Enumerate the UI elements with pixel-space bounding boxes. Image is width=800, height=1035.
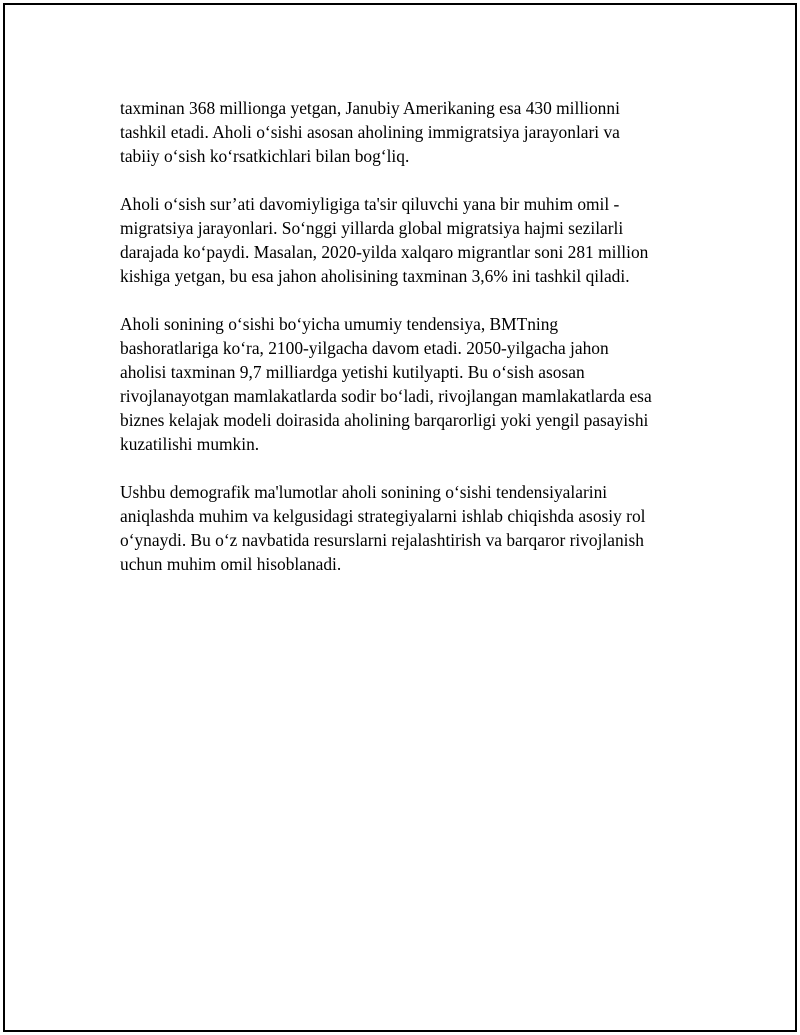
- paragraph: taxminan 368 millionga yetgan, Janubiy Amerikaning esa 430 millionni tashkil etadi. Aholi o‘sishi asosan aholining immigratsiya jarayonlari va tabiiy o‘sish ko‘rsatkichlari bilan bog‘liq.: [120, 98, 620, 166]
- paragraph: Aholi o‘sish sur’ati davomiyligiga ta'sir qiluvchi yana bir muhim omil - migratsiya jarayonlari. So‘nggi yillarda global migratsiya hajmi sezilarli darajada ko‘paydi. Masalan, 2020-yilda xalqaro migrantlar soni 281 million kishiga yetgan, bu esa jahon aholisining taxminan 3,6% ini tashkil qiladi.: [120, 194, 649, 286]
- paragraph: Aholi sonining o‘sishi bo‘yicha umumiy tendensiya, BMTning bashoratlariga ko‘ra, 2100-yilgacha davom etadi. 2050-yilgacha jahon aholisi taxminan 9,7 milliardga yetishi kutilyapti. Bu o‘sish asosan rivojlanayotgan mamlakatlarda sodir bo‘ladi, rivojlangan mamlakatlarda esa biznes kelajak modeli doirasida aholining barqarorligi yoki yengil pasayishi kuzatilishi mumkin.: [120, 314, 652, 454]
- paragraph: Ushbu demografik ma'lumotlar aholi sonining o‘sishi tendensiyalarini aniqlashda muhim va kelgusidagi strategiyalarni ishlab chiqishda asosiy rol o‘ynaydi. Bu o‘z navbatida resurslarni rejalashtirish va barqaror rivojlanish uchun muhim omil hisoblanadi.: [120, 482, 646, 574]
- document-body: [120, 96, 690, 600]
- document-page: [3, 3, 797, 1032]
